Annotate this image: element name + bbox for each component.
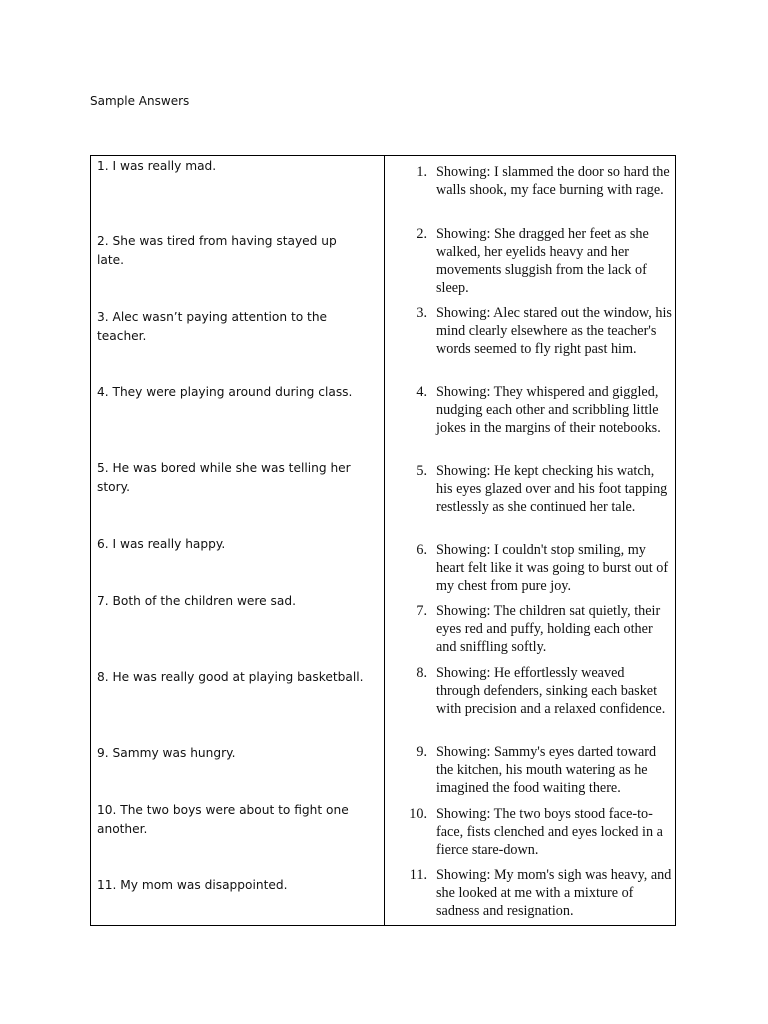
telling-sentence-10: 10. The two boys were about to fight one another. — [97, 803, 349, 836]
showing-text: Showing: She dragged her feet as she walked, her eyelids heavy and her movements sluggish from the lack of sleep. — [436, 226, 649, 296]
telling-sentence-9: 9. Sammy was hungry. — [97, 746, 236, 760]
showing-text: Showing: They whispered and giggled, nudging each other and scribbling little jokes in the margins of their notebooks. — [436, 384, 661, 436]
showing-text: Showing: My mom's sigh was heavy, and she looked at me with a mixture of sadness and resignation. — [436, 867, 672, 919]
page-heading: Sample Answers — [90, 94, 190, 108]
showing-text: Showing: He effortlessly weaved through defenders, sinking each basket with precision and a relaxed confidence. — [436, 665, 666, 717]
showing-number: 7. — [416, 603, 427, 619]
telling-sentence-7: 7. Both of the children were sad. — [97, 594, 296, 608]
answers-table — [90, 155, 676, 926]
showing-number: 6. — [416, 542, 427, 558]
showing-text: Showing: I couldn't stop smiling, my heart felt like it was going to burst out of my chest from pure joy. — [436, 542, 669, 594]
showing-text: Showing: Sammy's eyes darted toward the kitchen, his mouth watering as he imagined the food waiting there. — [436, 744, 657, 796]
telling-sentence-8: 8. He was really good at playing basketball. — [97, 670, 364, 684]
telling-sentence-5: 5. He was bored while she was telling her story. — [97, 461, 351, 494]
telling-sentence-2: 2. She was tired from having stayed up late. — [97, 234, 337, 267]
showing-number: 8. — [416, 665, 427, 681]
showing-number: 11. — [409, 867, 427, 883]
showing-number: 5. — [416, 463, 427, 479]
showing-text: Showing: The two boys stood face-to-face, fists clenched and eyes locked in a fierce stare-down. — [436, 806, 663, 858]
showing-text: Showing: Alec stared out the window, his mind clearly elsewhere as the teacher's words seemed to fly right past him. — [436, 305, 672, 357]
column-divider — [384, 156, 385, 925]
showing-number: 4. — [416, 384, 427, 400]
showing-number: 3. — [416, 305, 427, 321]
telling-sentence-11: 11. My mom was disappointed. — [97, 878, 288, 892]
showing-number: 10. — [409, 806, 427, 822]
showing-text: Showing: I slammed the door so hard the walls shook, my face burning with rage. — [436, 164, 670, 198]
showing-number: 2. — [416, 226, 427, 242]
showing-number: 1. — [416, 164, 427, 180]
telling-sentence-4: 4. They were playing around during class. — [97, 385, 353, 399]
showing-text: Showing: The children sat quietly, their eyes red and puffy, holding each other and sniffling softly. — [436, 603, 661, 655]
telling-sentence-6: 6. I was really happy. — [97, 537, 226, 551]
telling-sentence-1: 1. I was really mad. — [97, 159, 217, 173]
telling-sentence-3: 3. Alec wasn’t paying attention to the teacher. — [97, 310, 328, 343]
showing-number: 9. — [416, 744, 427, 760]
showing-text: Showing: He kept checking his watch, his eyes glazed over and his foot tapping restlessly as she continued her tale. — [436, 463, 668, 515]
